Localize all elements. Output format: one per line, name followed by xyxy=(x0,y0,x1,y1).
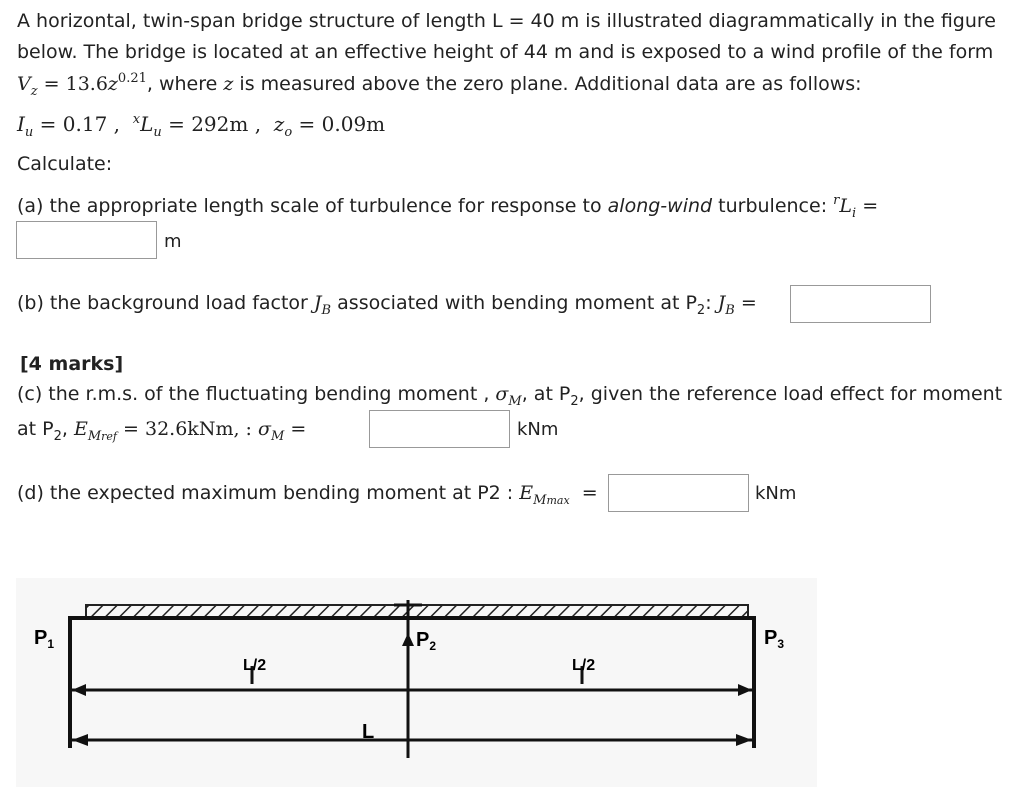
unit-a: m xyxy=(164,231,182,252)
deck-hatch xyxy=(86,605,748,617)
answer-a-input[interactable] xyxy=(16,221,157,259)
length-label: L xyxy=(362,721,375,743)
z-symbol: z xyxy=(223,73,234,95)
part-a-text: (a) the appropriate length scale of turbulence for response to along-wind turbulence: $^rL_i$ = xyxy=(17,193,879,221)
half-label-left: L/2 xyxy=(243,657,267,674)
part-d-text: (d) the expected maximum bending moment at P2 : $E_{Mmax}$ = xyxy=(17,482,598,508)
p1-label: $P_1$ xyxy=(34,627,55,651)
part-b-text: (b) the background load factor $J_B$ associated with bending moment at $P_2$: $J_B$ = xyxy=(17,292,757,318)
part-c-text: (c) the r.m.s. of the fluctuating bending moment , $\sigma_M$, at $P_2$, given the reference load effect for moment xyxy=(17,383,1003,409)
iu-value: = 0.17 , xyxy=(39,112,121,136)
vz-symbol: $V_z$ xyxy=(17,73,38,99)
jb-symbol: $J_B$ xyxy=(313,292,332,318)
half-label-right: L/2 xyxy=(572,657,596,674)
along-wind-text: along-wind xyxy=(607,195,713,217)
unit-c: kNm xyxy=(517,419,559,440)
length-arrow-right xyxy=(736,734,752,746)
answer-c-input[interactable] xyxy=(369,410,510,448)
intro-line-3 xyxy=(17,71,862,99)
bridge-diagram-svg xyxy=(16,578,817,787)
data-line: $I_u = 0.17$ , $^xL_u = 292m$ , $z_o = 0.09m$ xyxy=(17,112,386,140)
jb-symbol-2: $J_B$ xyxy=(717,292,735,318)
lu-value: = 292m , xyxy=(168,112,262,136)
right-arrowhead xyxy=(738,684,752,696)
intro-line-2: below. The bridge is located at an effective height of 44 m and is exposed to a wind profile of the form xyxy=(17,41,994,63)
em-max-symbol: $E_{Mmax}$ xyxy=(519,482,570,508)
answer-d-input[interactable] xyxy=(608,474,749,512)
length-arrow-left xyxy=(72,734,88,746)
equals-a: = xyxy=(862,195,879,217)
tail-text: is measured above the zero plane. Additional data are as follows: xyxy=(239,73,862,95)
p2-label: $P_2$ xyxy=(416,629,437,653)
bridge-diagram xyxy=(16,578,817,787)
where-text: , where xyxy=(146,73,218,95)
left-arrowhead xyxy=(72,684,86,696)
unit-d: kNm xyxy=(755,483,797,504)
p3-label: $P_3$ xyxy=(764,627,785,651)
part-c-line-2: at $P_2$, $E_{Mref} = 32.6kNm$, : $\sigma_M$ = xyxy=(17,418,307,444)
mid-arrow xyxy=(402,633,414,646)
z0-value: = 0.09m xyxy=(298,112,386,136)
em-ref-value: = 32.6kNm, : xyxy=(123,418,252,440)
marks-label: [4 marks] xyxy=(20,353,124,375)
intro-line-1: A horizontal, twin-span bridge structure of length L = 40 m is illustrated diagrammatically in the figure xyxy=(17,10,996,32)
calculate-label: Calculate: xyxy=(17,153,113,175)
lu-symbol: $^rL_i$ xyxy=(833,193,857,221)
sigma-m-symbol: $\sigma_M$ xyxy=(495,383,522,409)
vz-coefficient: = 13.6 xyxy=(43,73,108,95)
vz-exponent: 0.21 xyxy=(117,71,147,86)
answer-b-input[interactable] xyxy=(790,285,931,323)
vz-z: z xyxy=(107,73,118,95)
em-ref-symbol: $E_{Mref}$ xyxy=(73,418,117,444)
